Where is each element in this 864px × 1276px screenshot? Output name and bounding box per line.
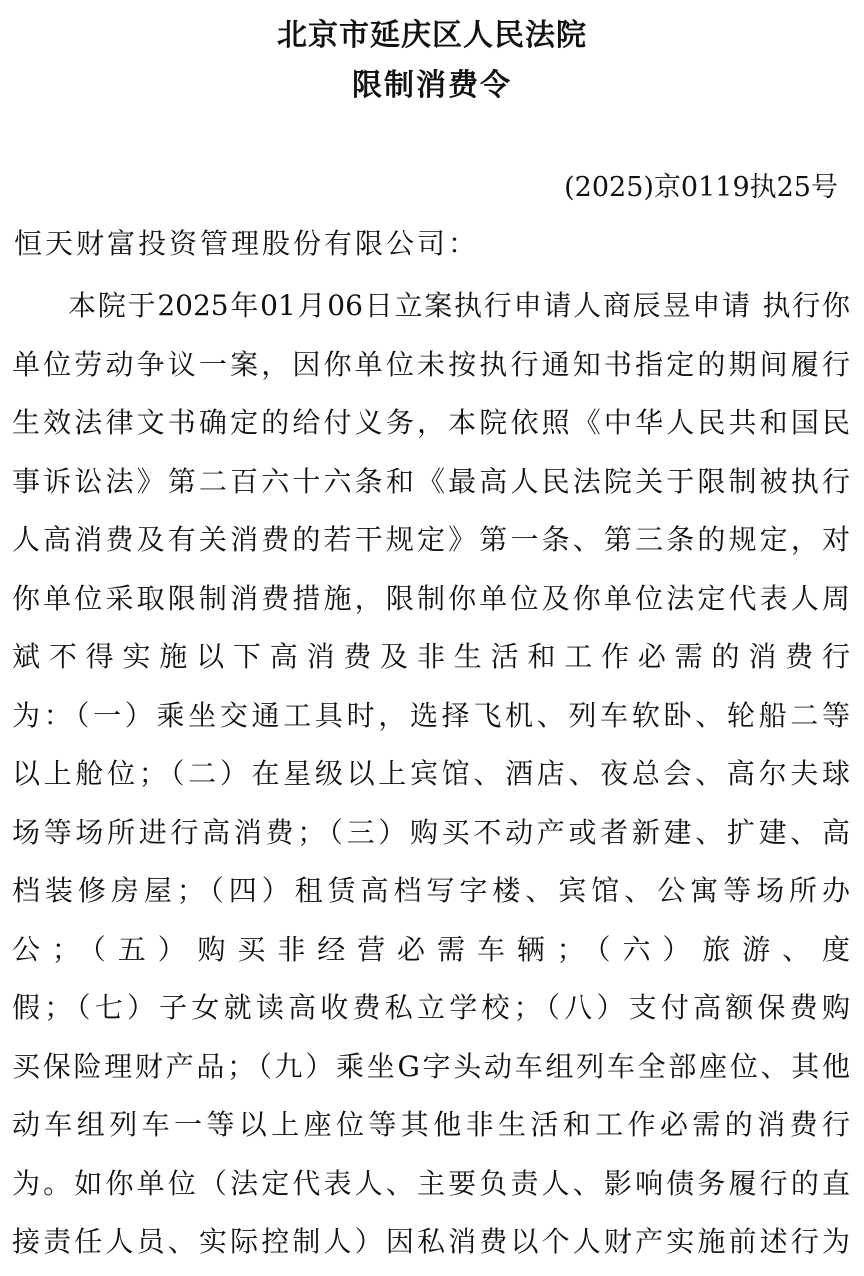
- order-body: [12, 280, 850, 1275]
- court-name: 北京市延庆区人民法院: [277, 18, 587, 53]
- body-line: 斌不得实施以下高消费及非生活和工作必需的消费行: [12, 640, 850, 673]
- body-line: 买保险理财产品；（九）乘坐G字头动车组列车全部座位、其他: [12, 1049, 850, 1083]
- body-line: 为：（一）乘坐交通工具时，选择飞机、列车软卧、轮船二等: [12, 698, 850, 732]
- body-line: 本院于2025年01月06日立案执行申请人商辰昱申请 执行你: [68, 289, 850, 322]
- body-line: 你单位采取限制消费措施，限制你单位及你单位法定代表人周: [12, 581, 850, 615]
- recipient-line: 恒天财富投资管理股份有限公司：: [14, 227, 480, 260]
- body-line: 假；（七）子女就读高收费私立学校；（八）支付高额保费购: [12, 991, 850, 1024]
- body-line: 以上舱位；（二）在星级以上宾馆、酒店、夜总会、高尔夫球: [12, 757, 850, 790]
- body-line: 事诉讼法》第二百六十六条和《最高人民法院关于限制被执行: [12, 464, 850, 498]
- body-line: 单位劳动争议一案，因你单位未按执行通知书指定的期间履行: [12, 347, 850, 381]
- body-line: 为。如你单位（法定代表人、主要负责人、影响债务履行的直: [12, 1166, 850, 1200]
- body-line: 场等场所进行高消费；（三）购买不动产或者新建、扩建、高: [12, 815, 850, 849]
- body-line: 公；（五）购买非经营必需车辆；（六）旅游、度: [12, 932, 850, 966]
- body-line: 档装修房屋；（四）租赁高档写字楼、宾馆、公寓等场所办: [12, 874, 850, 907]
- case-number: (2025)京0119执25号: [564, 172, 838, 203]
- body-line: 动车组列车一等以上座位等其他非生活和工作必需的消费行: [12, 1108, 850, 1141]
- body-line: 生效法律文书确定的给付义务，本院依照《中华人民共和国民: [12, 406, 850, 439]
- document-title: 限制消费令: [352, 68, 512, 103]
- body-line: 人高消费及有关消费的若干规定》第一条、第三条的规定，对: [12, 523, 850, 556]
- body-line: 接责任人员、实际控制人）因私消费以个人财产实施前述行为: [12, 1225, 850, 1258]
